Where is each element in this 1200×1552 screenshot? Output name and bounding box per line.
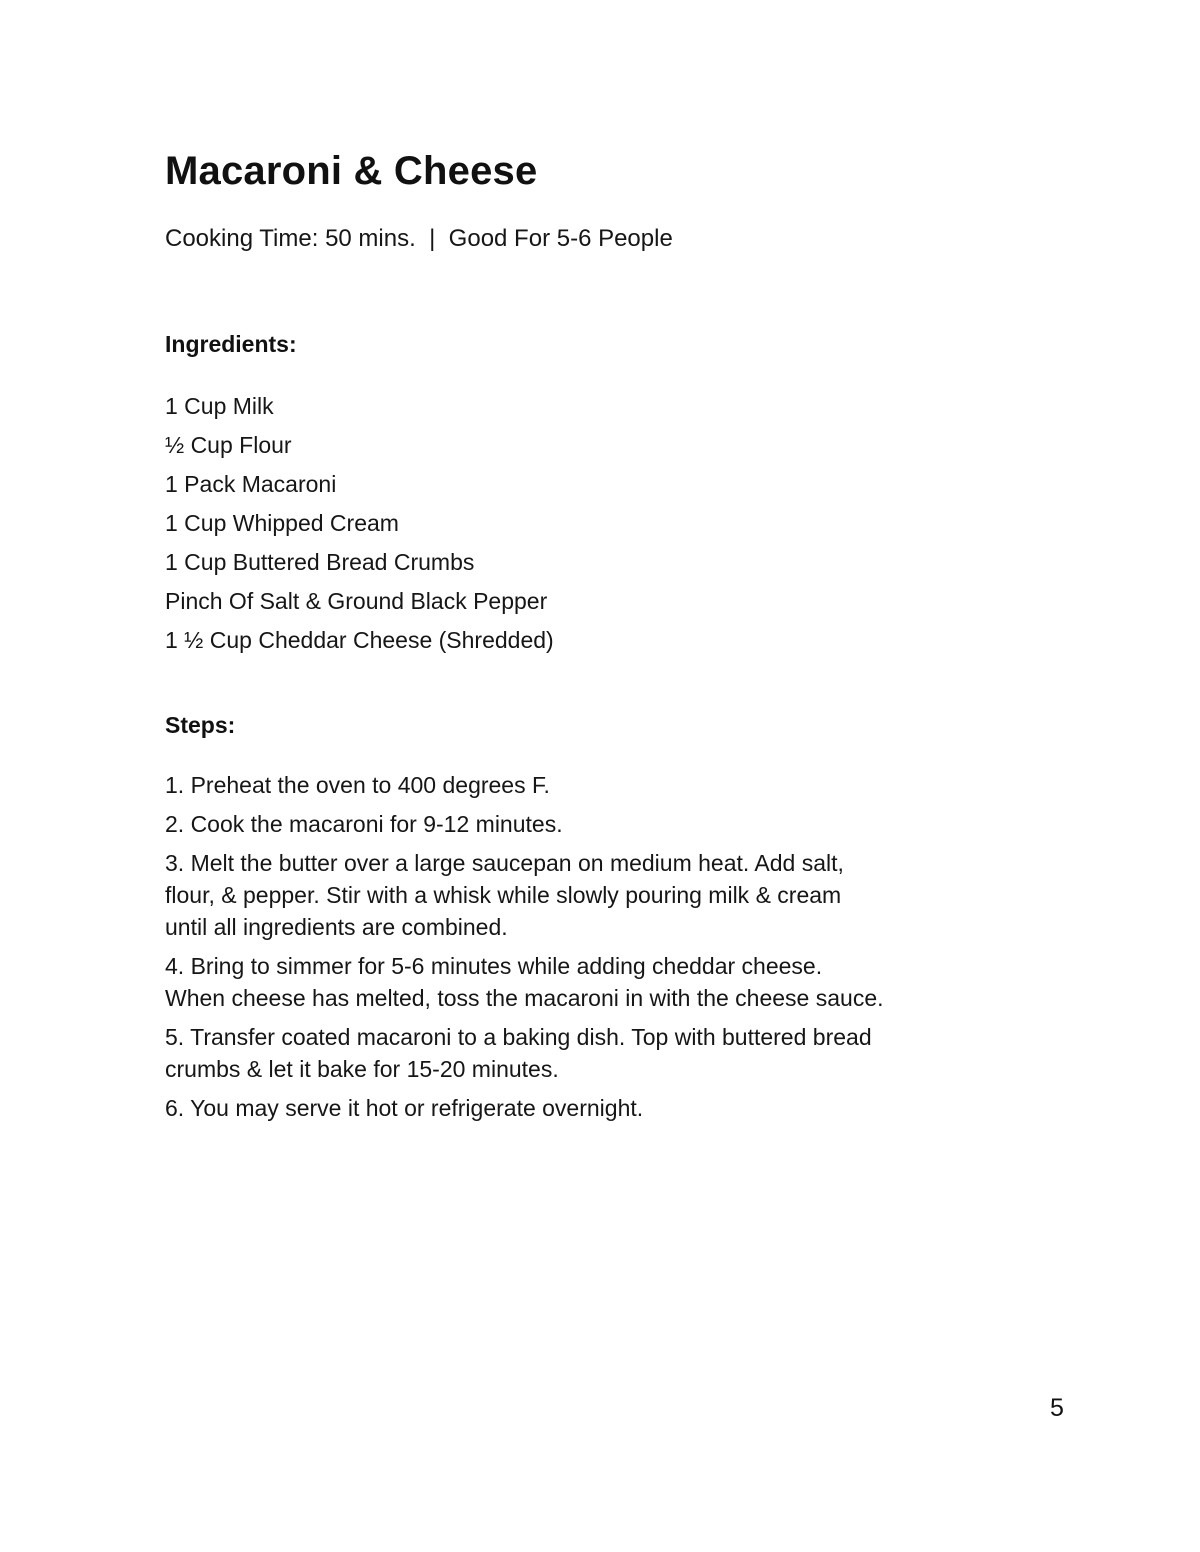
recipe-title: Macaroni & Cheese [165,149,538,193]
ingredient-item: Pinch Of Salt & Ground Black Pepper [165,588,548,614]
ingredient-item: 1 Cup Milk [165,393,274,419]
page-number: 5 [1050,1394,1064,1422]
steps-heading: Steps: [165,712,236,738]
ingredient-list [165,390,885,656]
step-list [165,769,885,1124]
step-item: 5. Transfer coated macaroni to a baking dish. Top with buttered bread crumbs & let it bake for 15-20 minutes. [165,1024,872,1082]
ingredient-item: 1 Pack Macaroni [165,471,337,497]
recipe-meta-line: Cooking Time: 50 mins. | Good For 5-6 People [165,225,673,252]
ingredient-item: 1 Cup Whipped Cream [165,510,399,536]
recipe-page-content [165,147,885,1131]
ingredient-item: 1 Cup Buttered Bread Crumbs [165,549,475,575]
step-item: 6. You may serve it hot or refrigerate overnight. [165,1095,644,1121]
ingredient-item: ½ Cup Flour [165,432,292,458]
step-item: 1. Preheat the oven to 400 degrees F. [165,772,550,798]
step-item: 4. Bring to simmer for 5-6 minutes while adding cheddar cheese. When cheese has melted, toss the macaroni in with the cheese sauce. [165,953,884,1011]
ingredient-item: 1 ½ Cup Cheddar Cheese (Shredded) [165,627,554,653]
ingredients-heading: Ingredients: [165,331,297,357]
step-item: 2. Cook the macaroni for 9-12 minutes. [165,811,563,837]
step-item: 3. Melt the butter over a large saucepan on medium heat. Add salt, flour, & pepper. Stir with a whisk while slowly pouring milk & cream until all ingredients are combined. [165,850,844,940]
